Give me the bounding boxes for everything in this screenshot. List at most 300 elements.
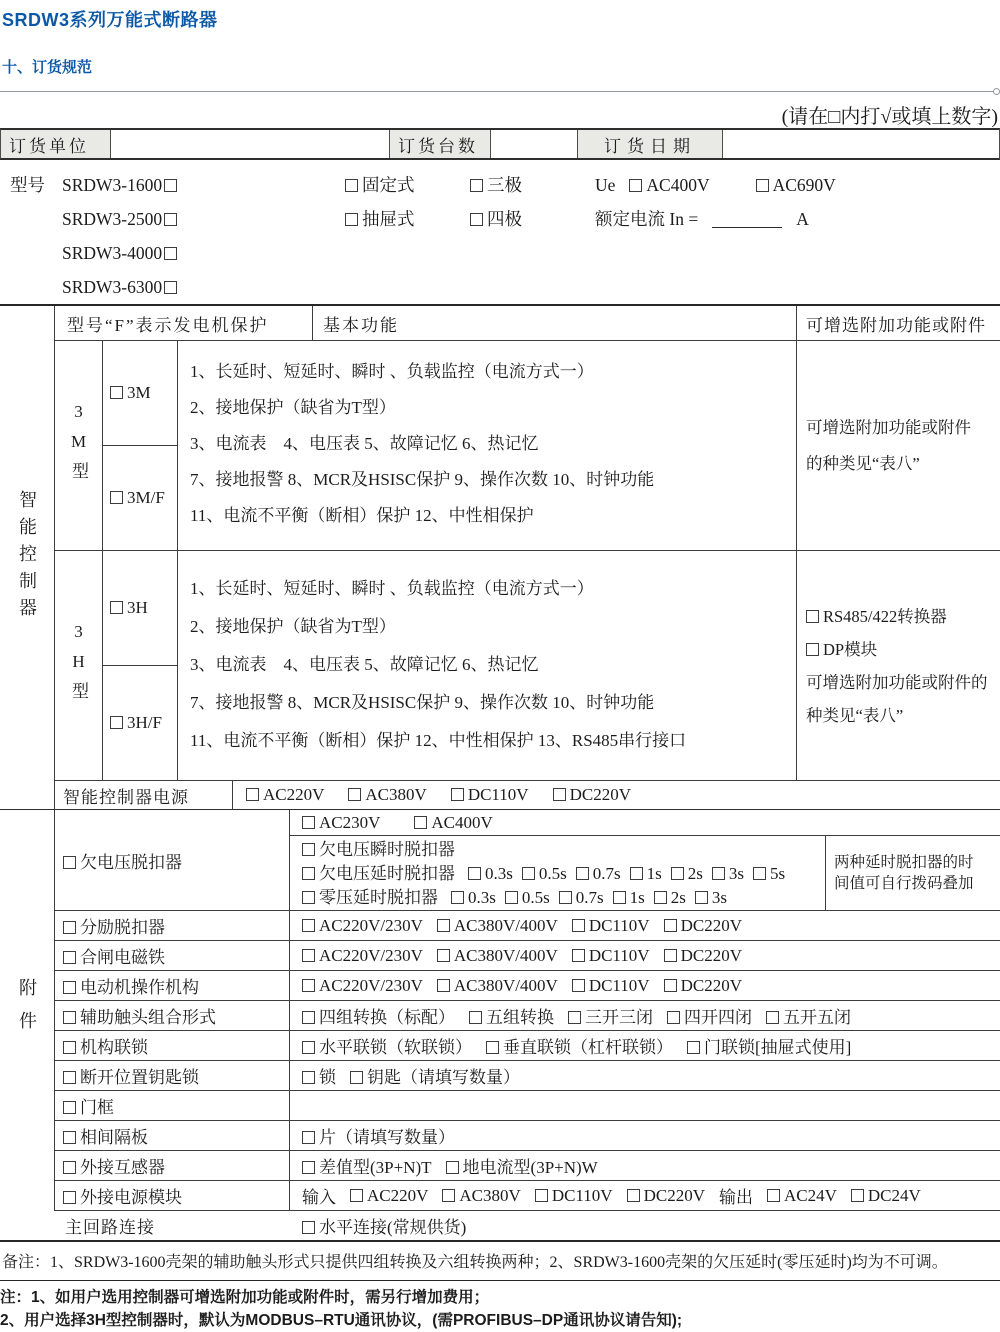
order-date-value[interactable] [723, 130, 999, 158]
checkbox[interactable] [63, 1041, 76, 1054]
option [671, 862, 703, 886]
checkbox[interactable] [522, 867, 535, 880]
option [553, 785, 631, 805]
checkbox[interactable] [470, 213, 483, 226]
option [63, 1093, 114, 1118]
controller-3h-type-cell [55, 551, 103, 780]
checkbox[interactable] [350, 1189, 363, 1202]
controller-power-label: 智能控制器电源 [55, 781, 233, 809]
option [535, 1186, 613, 1206]
option [796, 202, 809, 236]
text-line: 1、长延时、短延时、瞬时 、负载监控（电流方式一） [190, 362, 594, 381]
checkbox[interactable] [63, 1161, 76, 1174]
checkbox[interactable] [671, 867, 684, 880]
text-line: 7、接地报警 8、MCR及HSISC保护 9、操作次数 10、时钟功能 [190, 693, 655, 712]
accessory-rows [55, 911, 1000, 1211]
option-label: 四开四闭 [684, 1008, 752, 1027]
checkbox[interactable] [535, 1189, 548, 1202]
option-label: 断开位置钥匙锁 [80, 1068, 199, 1087]
checkbox[interactable] [110, 386, 123, 399]
option [664, 916, 742, 936]
checkbox[interactable] [568, 1011, 581, 1024]
checkbox[interactable] [687, 1041, 700, 1054]
accessory-options [290, 911, 1000, 940]
option-label: 水平联锁（软联锁） [319, 1038, 472, 1057]
checkbox[interactable] [110, 601, 123, 614]
checkbox[interactable] [695, 891, 708, 904]
checkbox[interactable] [572, 919, 585, 932]
option-label: AC380V [459, 1185, 521, 1205]
option [302, 946, 423, 966]
checkbox[interactable] [437, 979, 450, 992]
option [63, 1183, 182, 1208]
accessory-label-cell [55, 1061, 290, 1090]
option [302, 862, 455, 886]
accessory-options [290, 1061, 1000, 1090]
checkbox[interactable] [302, 949, 315, 962]
option [572, 976, 650, 996]
footer-note-2: 2、用户选择3H型控制器时，默认为MODBUS–RTU通讯协议，(需PROFIBUS–DP通讯协议请告知); [0, 1312, 683, 1329]
checkbox[interactable] [63, 1101, 76, 1114]
controller-power-options [233, 781, 1000, 809]
section-heading: 十、订货规范 [2, 59, 93, 76]
checkbox[interactable] [302, 816, 315, 829]
checkbox[interactable] [446, 1161, 459, 1174]
option-label: 可增选附加功能或附件的 [806, 672, 988, 692]
option-label: 5s [770, 864, 786, 883]
checkbox[interactable] [302, 843, 315, 856]
option [851, 1186, 921, 1206]
option [63, 973, 199, 998]
order-unit-value[interactable] [111, 130, 390, 158]
checkbox[interactable] [486, 1041, 499, 1054]
checkbox[interactable] [572, 949, 585, 962]
order-qty-value[interactable] [491, 130, 578, 158]
option [345, 168, 415, 202]
option [687, 1033, 851, 1058]
option [756, 168, 836, 202]
model-label: 型号 [10, 175, 45, 195]
option-label: 零压延时脱扣器 [319, 888, 438, 907]
checkbox[interactable] [753, 867, 766, 880]
checkbox[interactable] [164, 281, 177, 294]
model-pole-options [470, 168, 595, 304]
order-date-label: 订货日期 [578, 130, 723, 158]
accessory-options [290, 1151, 1000, 1180]
checkbox[interactable] [766, 1011, 779, 1024]
accessory-options [290, 1091, 1000, 1120]
checkbox[interactable] [806, 643, 819, 656]
checkbox[interactable] [302, 1161, 315, 1174]
controller-3m-row [55, 341, 1000, 551]
option [470, 168, 522, 202]
checkbox[interactable] [302, 1131, 315, 1144]
checkbox[interactable] [302, 979, 315, 992]
option-label: AC380V [365, 785, 427, 804]
option [576, 862, 621, 886]
option-label: 0.7s [592, 864, 621, 883]
option [568, 1003, 653, 1028]
checkbox[interactable] [164, 179, 177, 192]
option-label: 0.3s [485, 864, 513, 883]
option-label: AC400V [646, 175, 710, 195]
option-label: 额定电流 In = [595, 209, 699, 229]
option-label: DC110V [588, 975, 650, 995]
text-line: 1、长延时、短延时、瞬时 、负载监控（电流方式一） [190, 579, 594, 598]
controller-3m-variants [103, 341, 178, 550]
option [302, 1213, 466, 1238]
option-line [470, 168, 595, 202]
controller-3h-variants [103, 551, 178, 780]
main-circuit-label: 主回路连接 [65, 1218, 155, 1237]
option [451, 785, 529, 805]
option [613, 886, 645, 910]
checkbox[interactable] [348, 788, 361, 801]
checkbox[interactable] [63, 1071, 76, 1084]
checkbox[interactable] [767, 1189, 780, 1202]
table-header-row [55, 306, 1000, 341]
option [664, 946, 742, 966]
option [302, 813, 380, 833]
option [712, 202, 782, 236]
option [627, 1186, 705, 1206]
option-label: AC220V/230V [319, 975, 423, 995]
controller-side-cell [0, 306, 55, 810]
accessory-row [55, 1151, 1000, 1181]
checkbox[interactable] [627, 1189, 640, 1202]
option-label: 种类见“表八” [806, 705, 904, 725]
option-label: 2s [687, 864, 703, 883]
option [766, 1003, 851, 1028]
option [468, 862, 513, 886]
checkbox[interactable] [559, 891, 572, 904]
option-label: SRDW3-2500 [62, 209, 163, 229]
option-label: 三开三闭 [585, 1008, 653, 1027]
checkbox[interactable] [63, 921, 76, 934]
option [806, 666, 988, 699]
checkbox[interactable] [553, 788, 566, 801]
text-line: 7、接地报警 8、MCR及HSISC保护 9、操作次数 10、时钟功能 [190, 470, 655, 489]
option-line [595, 168, 1000, 202]
checkbox[interactable] [437, 919, 450, 932]
option-label: AC220V/230V [319, 915, 423, 935]
option [63, 913, 165, 938]
option-label: 输入 [302, 1188, 336, 1207]
option [302, 1153, 432, 1178]
option-label: 3s [711, 888, 727, 907]
checkbox[interactable] [664, 949, 677, 962]
checkbox[interactable] [302, 1221, 315, 1234]
checkbox[interactable] [302, 891, 315, 904]
controller-3h-addons [797, 551, 1000, 780]
checkbox[interactable] [63, 981, 76, 994]
option-label: 0.5s [521, 888, 550, 907]
header-addons-col: 可增选附加功能或附件 [806, 315, 986, 335]
variant-3mf-cell [103, 446, 177, 550]
controller-3h-type-label: 3H型 [69, 621, 88, 710]
side-label-column [0, 306, 55, 1240]
checkbox[interactable] [414, 816, 427, 829]
fill-blank[interactable] [712, 212, 782, 228]
checkbox[interactable] [302, 1071, 315, 1084]
text-line: 11、电流不平衡（断相）保护 12、中性相保护 [190, 506, 534, 525]
text-line: 的种类见“表八” [806, 453, 920, 473]
checkbox[interactable] [63, 951, 76, 964]
option-label: 3M/F [127, 488, 165, 507]
accessory-row [55, 1031, 1000, 1061]
checkbox[interactable] [302, 919, 315, 932]
controller-3h-row [55, 551, 1000, 781]
checkbox[interactable] [345, 213, 358, 226]
page-title: SRDW3系列万能式断路器 [2, 10, 218, 30]
option [302, 1003, 455, 1028]
option [63, 943, 165, 968]
checkbox[interactable] [468, 867, 481, 880]
controller-3m-addons [797, 341, 1000, 550]
option-label: DC220V [680, 945, 742, 965]
model-frame-options [62, 168, 345, 304]
checkbox[interactable] [664, 979, 677, 992]
option [350, 1063, 520, 1088]
option [302, 886, 438, 910]
option-label: 合闸电磁铁 [80, 948, 165, 967]
controller-3m-type-cell [55, 341, 103, 550]
option [572, 916, 650, 936]
option-label: 1s [646, 864, 662, 883]
header-functions-col: 基本功能 [313, 306, 797, 340]
checkbox[interactable] [246, 788, 259, 801]
checkbox[interactable] [629, 179, 642, 192]
checkbox[interactable] [63, 1131, 76, 1144]
checkbox[interactable] [302, 1011, 315, 1024]
checkbox[interactable] [630, 867, 643, 880]
option-label: 钥匙（请填写数量） [367, 1068, 520, 1087]
checkbox[interactable] [442, 1189, 455, 1202]
checkbox[interactable] [63, 1191, 76, 1204]
option-label: 机构联锁 [80, 1038, 148, 1057]
option-label: DC110V [551, 1185, 613, 1205]
order-unit-label: 订货单位 [1, 130, 111, 158]
controller-side-label: 智能控制器 [17, 490, 37, 625]
checkbox[interactable] [302, 1041, 315, 1054]
rule-end-dot [993, 88, 1000, 95]
option [302, 1033, 472, 1058]
option-label: 外接电源模块 [80, 1188, 182, 1207]
checkbox[interactable] [63, 1011, 76, 1024]
checkbox[interactable] [664, 919, 677, 932]
option-label: DC110V [467, 785, 529, 804]
checkbox[interactable] [164, 247, 177, 260]
option-label: 0.5s [538, 864, 567, 883]
option-line [345, 202, 470, 236]
option-line [470, 202, 595, 236]
checkbox[interactable] [110, 716, 123, 729]
option-label: 欠电压延时脱扣器 [319, 864, 455, 883]
checkbox[interactable] [63, 856, 76, 869]
variant-3h-cell [103, 551, 177, 666]
option-label: 四极 [487, 209, 522, 229]
option [695, 886, 727, 910]
checkbox[interactable] [576, 867, 589, 880]
option-line [345, 168, 470, 202]
checkbox[interactable] [164, 213, 177, 226]
option [110, 598, 148, 618]
option [442, 1186, 520, 1206]
accessory-label-cell [55, 1091, 290, 1120]
checkbox[interactable] [345, 179, 358, 192]
option-label: 3H/F [127, 713, 162, 732]
option [62, 270, 177, 304]
checkbox[interactable] [451, 788, 464, 801]
option [348, 785, 426, 805]
accessory-options [290, 971, 1000, 1000]
checkbox[interactable] [451, 891, 464, 904]
accessory-label-cell [55, 971, 290, 1000]
checkbox[interactable] [654, 891, 667, 904]
option [62, 168, 177, 202]
accessory-row [55, 911, 1000, 941]
text-line: 3、电流表 4、电压表 5、故障记忆 6、热记忆 [190, 655, 539, 674]
checkbox[interactable] [667, 1011, 680, 1024]
text-line: 间值可自行拨码叠加 [834, 875, 974, 892]
option [246, 785, 324, 805]
option [753, 862, 785, 886]
controller-3m-functions [178, 341, 797, 550]
option-line [62, 236, 345, 270]
checkbox[interactable] [712, 867, 725, 880]
option [446, 1153, 598, 1178]
option-label: DC110V [588, 915, 650, 935]
main-circuit-row [55, 1211, 1000, 1240]
model-rating-options [595, 168, 1000, 304]
option-label: 0.7s [575, 888, 604, 907]
option [437, 946, 558, 966]
option-label: AC380V/400V [453, 915, 558, 935]
option-label: DC220V [680, 975, 742, 995]
option-label: AC380V/400V [453, 975, 558, 995]
option-label: 片（请填写数量） [319, 1128, 455, 1147]
option-label: AC230V [319, 812, 381, 832]
accessory-label-cell [55, 1121, 290, 1150]
variant-3m-cell [103, 341, 177, 446]
accessory-options [290, 1001, 1000, 1030]
option-label: 相间隔板 [80, 1128, 148, 1147]
option [522, 862, 567, 886]
option [806, 633, 877, 666]
option-label: RS485/422转换器 [823, 606, 947, 626]
checkbox[interactable] [505, 891, 518, 904]
option-label: 三极 [487, 175, 522, 195]
checkbox[interactable] [302, 867, 315, 880]
undervoltage-type-options [290, 836, 826, 910]
option [654, 886, 686, 910]
accessory-row [55, 1091, 1000, 1121]
specification-table [0, 304, 1000, 1242]
main-circuit-options [290, 1211, 1000, 1240]
accessories-side-label: 附件 [17, 977, 37, 1044]
model-selection-block [10, 168, 1000, 304]
accessory-options [290, 941, 1000, 970]
option-label: AC400V [431, 812, 493, 832]
checkbox[interactable] [110, 491, 123, 504]
option-label: 五开五闭 [783, 1008, 851, 1027]
checkbox[interactable] [851, 1189, 864, 1202]
footer-note-1: 注：1、如用户选用控制器可增选附加功能或附件时，需另行增加费用； [0, 1289, 490, 1306]
option-line [806, 633, 1000, 666]
checkbox[interactable] [572, 979, 585, 992]
option-label: SRDW3-6300 [62, 277, 163, 297]
divider-rule [0, 91, 1000, 92]
option-label: 分励脱扣器 [80, 918, 165, 937]
accessory-options [290, 1181, 1000, 1210]
option [806, 699, 903, 732]
option-label: 五组转换 [486, 1008, 554, 1027]
option [63, 1003, 216, 1028]
text-line: 2、接地保护（缺省为T型） [190, 617, 396, 636]
checkbox[interactable] [350, 1071, 363, 1084]
accessory-label-cell [55, 911, 290, 940]
option-label: 四组转换（标配） [319, 1008, 455, 1027]
accessory-label-cell [55, 1151, 290, 1180]
checkbox[interactable] [806, 610, 819, 623]
header-type-col: 型号“F”表示发电机保护 [55, 306, 313, 340]
option [63, 1063, 199, 1088]
option-label: DC220V [569, 785, 631, 804]
text-line: 11、电流不平衡（断相）保护 12、中性相保护 13、RS485串行接口 [190, 731, 687, 750]
option [572, 946, 650, 966]
accessories-side-cell [0, 810, 55, 1211]
controller-3h-functions [178, 551, 797, 780]
option-label: AC220V/230V [319, 945, 423, 965]
checkbox[interactable] [437, 949, 450, 962]
option-line [62, 202, 345, 236]
option-label: 门联锁[抽屉式使用] [704, 1038, 852, 1057]
option-label: 门框 [80, 1098, 114, 1117]
option [302, 838, 455, 862]
undervoltage-voltage-options [290, 810, 1000, 836]
accessory-options [290, 1121, 1000, 1150]
option-line [806, 699, 1000, 732]
option-label: SRDW3-1600 [62, 175, 163, 195]
option [62, 236, 177, 270]
option [806, 600, 947, 633]
option [437, 976, 558, 996]
option-label: 外接互感器 [80, 1158, 165, 1177]
option-label: 2s [670, 888, 686, 907]
option-line [806, 600, 1000, 633]
checkbox[interactable] [469, 1011, 482, 1024]
checkbox[interactable] [613, 891, 626, 904]
option [630, 862, 662, 886]
option-label: 欠电压瞬时脱扣器 [319, 840, 455, 859]
option [595, 202, 698, 236]
option [469, 1003, 554, 1028]
option-label: AC220V [263, 785, 325, 804]
option-line [302, 838, 825, 862]
option-label: Ue [595, 175, 616, 195]
option-label: 电动机操作机构 [80, 978, 199, 997]
option [302, 916, 423, 936]
undervoltage-note [826, 836, 1000, 910]
accessory-label-cell [55, 1031, 290, 1060]
fill-instruction-note: (请在□内打√或填上数字) [781, 106, 998, 128]
option-label: 水平连接(常规供货) [319, 1218, 467, 1237]
checkbox[interactable] [756, 179, 769, 192]
option [451, 886, 496, 910]
option [302, 976, 423, 996]
checkbox[interactable] [470, 179, 483, 192]
model-mount-options [345, 168, 470, 304]
